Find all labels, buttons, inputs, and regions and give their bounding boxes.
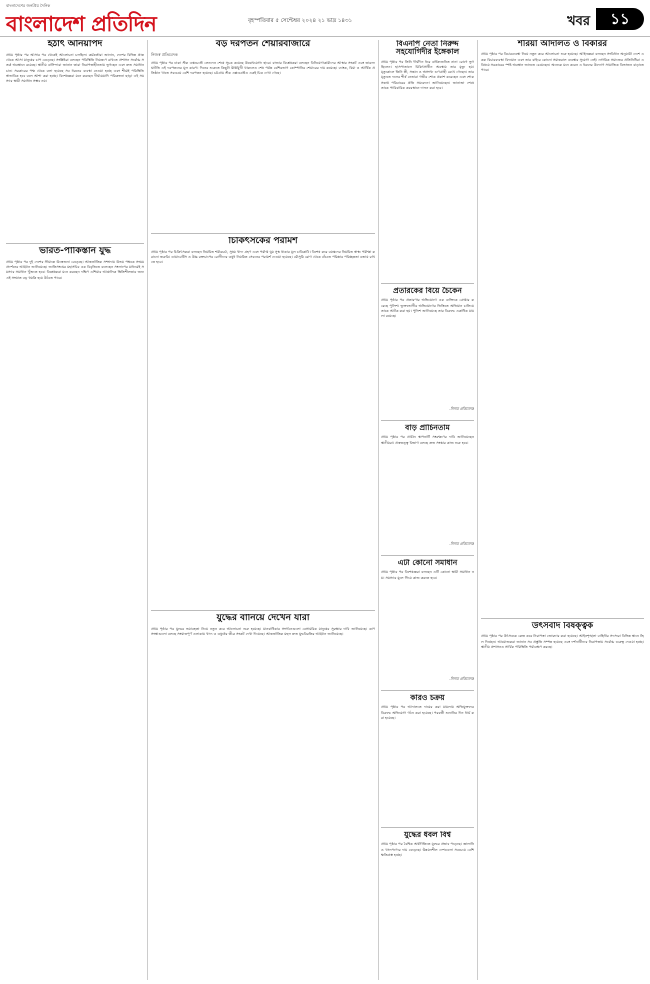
article-body: প্রথম পৃষ্ঠার পর বিচারব্যবস্থা নিয়ে নতুন করে আলোচনা শুরু হয়েছে। আইনজ্ঞরা বলছেন সংবিধান অনুযায়ী দেশে একক বিচারব্যবস্থা বিদ্যমান এবং তার বাইরে কোনো সমান্তরাল ব্যবস্থার সুযোগ নেই। নাগরিক সমাজের প্রতিনিধিরা এ বিষয়ে সরকারের স্পষ্ট অবস্থান জানতে চেয়েছেন। অনেকে মনে করেন এ ধরনের উদ্যোগ সামাজিক বিভাজন বাড়াতে পারে। — [481, 52, 644, 73]
article-ancient — [381, 424, 474, 552]
article-war-makers — [151, 614, 375, 978]
article-body: প্রথম পৃষ্ঠার পর বৈশ্বিক অর্থনীতিতে যুদ্ধের প্রভাব পড়েছে। জ্বালানি ও খাদ্যপণ্যের দাম বেড়েছে। উন্নয়নশীল দেশগুলো সবচেয়ে বেশি ক্ষতিগ্রস্ত হচ্ছে। — [381, 842, 474, 857]
article-separator — [481, 618, 644, 619]
column-divider — [477, 40, 478, 980]
article-no-solution — [381, 559, 474, 687]
article-doctor-advice — [151, 237, 375, 607]
article-body: প্রথম পৃষ্ঠার পর উৎসবকে কেন্দ্র করে নিরাপত্তা জোরদার করা হয়েছে। আইনশৃঙ্খলা বাহিনীর সদস্যরা বিভিন্ন স্থানে টহল দিচ্ছেন। আয়োজকরা জানান সব প্রস্তুতি সম্পন্ন হয়েছে এবং দর্শনার্থীদের নিরাপত্তায় সর্বোচ্চ গুরুত্ব দেওয়া হচ্ছে। স্থানীয় প্রশাসনও সার্বিক পরিস্থিতি পর্যবেক্ষণ করছে। — [481, 634, 644, 649]
article-signature: -দিনার প্রতিবেদক — [449, 542, 474, 547]
article-headline: বড় দরপতন শেয়ারবাজারে — [215, 40, 311, 49]
article-signature: -দিনার প্রতিবেদক — [449, 677, 474, 682]
header-rule — [0, 36, 650, 37]
article-festival — [481, 622, 644, 977]
article-separator — [6, 243, 144, 244]
article-bnp-leader — [381, 40, 474, 280]
article-hothat — [6, 40, 144, 240]
article-war-world — [381, 831, 474, 977]
article-body: প্রথম পৃষ্ঠার পর ঢাকা স্টক এক্সচেঞ্জে লেনদেন শেষে সূচক কমেছে উল্লেখযোগ্য হারে। বাজার বিশ্লেষকরা বলছেন বিনিয়োগকারীদের আস্থার সংকট এবং তারল্য ঘাটতি এই দরপতনের মূল কারণ। দিনের শুরুতে কিছুটা ঊর্ধ্বমুখী থাকলেও শেষ পর্যন্ত বেশিরভাগ কোম্পানির শেয়ারের দাম কমেছে। ব্যাংক, বিমা ও আর্থিক প্রতিষ্ঠান খাতে সবচেয়ে বেশি দরপতন হয়েছে। চট্টগ্রাম স্টক এক্সচেঞ্জেও একই চিত্র দেখা গেছে। — [151, 60, 375, 76]
masthead-logo: বাংলাদেশ প্রতিদিন — [6, 11, 157, 36]
article-india-pakistan — [6, 247, 144, 977]
article-body: প্রথম পৃষ্ঠার পর যুদ্ধের ভয়াবহতা নিয়ে নতুন করে আলোচনা শুরু হয়েছে। মানবাধিকার সংগঠনগুলো বেসামরিক মানুষের সুরক্ষার দাবি জানিয়েছে। ত্রাণ সংস্থাগুলো বলছে সংঘাতপূর্ণ এলাকায় খাদ্য ও ওষুধের তীব্র সংকট দেখা দিয়েছে। আন্তর্জাতিক মহল দ্রুত যুদ্ধবিরতির আহ্বান জানিয়েছে। — [151, 626, 375, 637]
article-separator — [381, 555, 474, 556]
article-headline: শরিয়া আদালত ও বিকারর — [517, 40, 608, 49]
article-body: প্রথম পৃষ্ঠার পর বিশেষজ্ঞরা বলছেন এটি কোনো স্থায়ী সমাধান নয়। সমস্যার মূলে গিয়ে কাজ করতে হবে। — [381, 570, 474, 580]
article-headline: কারও চক্রয় — [410, 694, 445, 702]
article-body: প্রথম পৃষ্ঠার পর আদালতে দায়ের করা মামলায় অভিযুক্তদের বিরুদ্ধে অভিযোগ গঠন করা হয়েছে। পরবর্তী শুনানির দিন ধার্য করা হয়েছে। — [381, 705, 474, 720]
article-separator — [381, 420, 474, 421]
section-label: খবর — [567, 14, 590, 29]
article-body: প্রথম পৃষ্ঠার পর চিকিৎসকরা বলছেন নিয়মিত শরীরচর্চা, সুষম খাদ্য গ্রহণ এবং পর্যাপ্ত ঘুম সুস্থ থাকার মূল চাবিকাঠি। বিশেষ করে বয়স্কদের নিয়মিত স্বাস্থ্য পরীক্ষা করানো জরুরি। ডায়াবেটিস ও উচ্চ রক্তচাপের রোগীদের ওষুধ নিয়মিত সেবনের পরামর্শ দেওয়া হয়েছে। মৌসুমি রোগ থেকে বাঁচতে পরিষ্কার পরিচ্ছন্নতা বজায় রাখতে হবে। — [151, 249, 375, 265]
article-conspiracy — [381, 694, 474, 824]
article-headline: যুদ্ধের ধবল বিশ্ব — [404, 831, 451, 839]
article-share-market — [151, 40, 375, 230]
article-byline: নিজস্ব প্রতিবেদক — [151, 51, 178, 57]
article-headline: বাড় প্রাচিনতাম — [405, 424, 450, 432]
article-headline: চিকিৎসকের পরামর্শ — [228, 237, 298, 246]
article-headline: বিএনপি নেতা নিরুদ্দ সহযোগিদীর ইঙ্গেকাল — [395, 40, 460, 57]
page-number-badge: ১১ — [596, 8, 644, 30]
article-headline: প্রতারকের বিয়ে চৈকেন — [393, 287, 462, 295]
article-headline: যুদ্ধের বানিয়ে দেখেন যারা — [216, 614, 310, 623]
article-separator — [381, 283, 474, 284]
article-headline: উৎসবাদ বিষক্ত্বক — [531, 622, 594, 631]
article-body: প্রথম পৃষ্ঠার পর তিনি দীর্ঘদিন ধরে বার্ধক্যজনিত নানা রোগে ভুগছিলেন। হাসপাতালে চিকিৎসাধীন অবস্থায় তার মৃত্যু হয়। মৃত্যুকালে তিনি স্ত্রী, সন্তান ও অসংখ্য গুণগ্রাহী রেখে গেছেন। তার মৃত্যুতে দলের শীর্ষ নেতারা গভীর শোক প্রকাশ করেছেন এবং শোকসন্তপ্ত পরিবারের প্রতি সমবেদনা জানিয়েছেন। জানাজা শেষে তাকে পারিবারিক কবরস্থানে দাফন করা হবে। — [381, 59, 474, 90]
article-separator — [151, 610, 375, 611]
article-headline: হঠাৎ অনিয়াপদ — [47, 40, 103, 49]
article-body: প্রথম পৃষ্ঠার পর প্রতারণার অভিযোগে এক ব্যক্তিকে গ্রেপ্তার করেছে পুলিশ। ভুক্তভোগীর অভিযোগের ভিত্তিতে অভিযান চালিয়ে তাকে আটক করা হয়। পুলিশ জানিয়েছে তার বিরুদ্ধে একাধিক মামলা রয়েছে। — [381, 298, 474, 319]
article-separator — [151, 233, 375, 234]
article-headline: ভারত-পাকিস্তান যুদ্ধ — [39, 247, 111, 256]
column-divider — [378, 40, 379, 980]
article-sharia-court — [481, 40, 644, 615]
dateline: বৃহস্পতিবার ৫ সেপ্টেম্বর ২০২৪ ২১ ভাদ্র ১৪৩১ — [248, 18, 353, 24]
article-body: প্রথম পৃষ্ঠার পর দুই দেশের সীমান্তে উত্তেজনা বেড়েছে। আন্তর্জাতিক সম্প্রদায় উভয় পক্ষকে সংযম প্রদর্শনের আহ্বান জানিয়েছে। জাতিসংঘের মহাসচিব এক বিবৃতিতে বলেছেন সংলাপের মাধ্যমেই সমস্যার সমাধান খুঁজতে হবে। বিশ্লেষকরা মনে করছেন দক্ষিণ এশিয়ার আঞ্চলিক স্থিতিশীলতার জন্য এই সংঘাত বড় হুমকি হয়ে উঠতে পারে। — [6, 259, 144, 280]
masthead-tagline: বাংলাদেশের জনপ্রিয় দৈনিক — [6, 3, 51, 8]
article-body: প্রথম পৃষ্ঠার পর প্রাচীন স্থাপনাটি সংরক্ষণের দাবি জানিয়েছেন স্থানীয়রা। প্রত্নতত্ত্ব বিভাগ বলছে দ্রুত সংস্কার কাজ শুরু হবে। — [381, 435, 474, 445]
article-headline: এটা কোনো সমাধান — [397, 559, 458, 567]
article-separator — [381, 690, 474, 691]
article-signature: -দিনার প্রতিবেদক — [449, 407, 474, 412]
column-divider — [147, 40, 148, 980]
page-header — [0, 0, 650, 36]
article-body: প্রথম পৃষ্ঠার পর আসার পর থেকেই আলোচনা চলছিল। কর্মকর্তারা জানান, দেশের বিভিন্ন প্রান্ত থেকে আসা মানুষের চাপ বেড়েছে। সংশ্লিষ্টরা বলছেন পরিস্থিতি নিয়ন্ত্রণে রাখতে প্রশাসন সর্বোচ্চ সতর্ক অবস্থানে রয়েছে। স্থানীয় বাসিন্দারা জানান তারা নিরাপত্তাহীনতায় ভুগছেন এবং দ্রুত সমাধান চান। সরকারের পক্ষ থেকে বলা হয়েছে সব ধরনের ব্যবস্থা নেওয়া হচ্ছে এবং শীঘ্রই পরিস্থিতি স্বাভাবিক হবে বলে আশা করা হচ্ছে। বিশেষজ্ঞরা মনে করছেন দীর্ঘমেয়াদি পরিকল্পনা ছাড়া এই সমস্যার স্থায়ী সমাধান সম্ভব নয়। — [6, 52, 144, 84]
article-separator — [381, 827, 474, 828]
article-fraud-marriage — [381, 287, 474, 417]
